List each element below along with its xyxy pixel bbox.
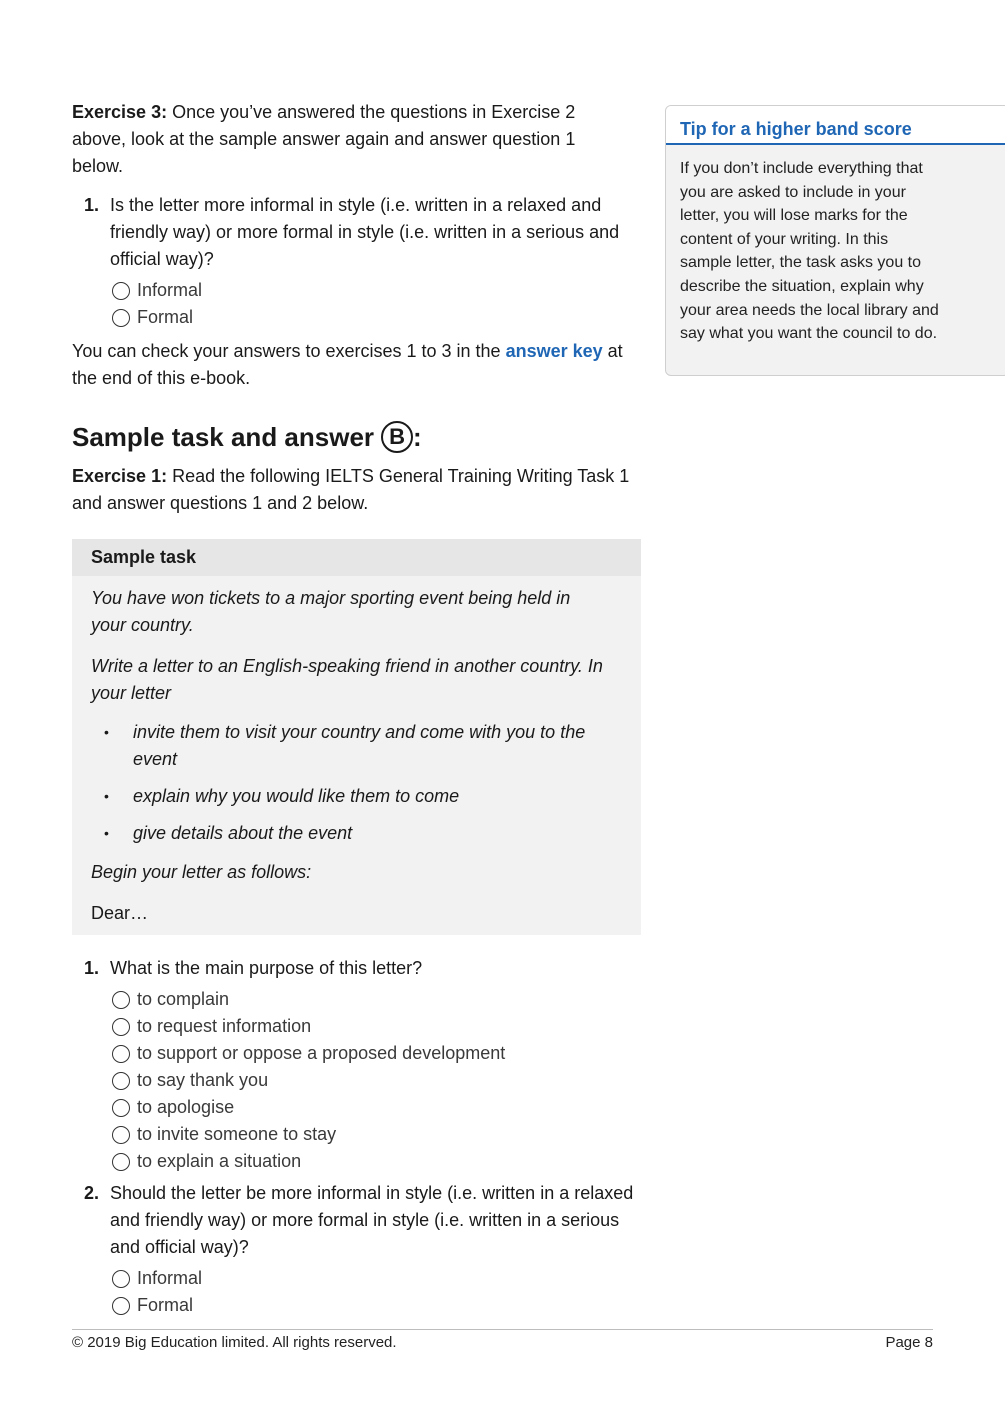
option-complain[interactable] <box>72 986 642 1013</box>
tip-box <box>665 105 1005 376</box>
section-heading-text: Sample task and answer <box>72 422 375 452</box>
radio-icon[interactable] <box>112 282 130 300</box>
radio-icon[interactable] <box>112 1099 130 1117</box>
question-2 <box>72 1180 642 1261</box>
section-b-badge: B <box>381 421 413 453</box>
option-label: to apologise <box>137 1097 235 1117</box>
main-column <box>72 99 642 1319</box>
task-intro: You have won tickets to a major sporting event being held in your country. <box>91 588 571 635</box>
option-label: Informal <box>137 280 203 300</box>
option-support-oppose[interactable] <box>72 1040 642 1067</box>
exercise1-label: Exercise 1: <box>72 466 168 486</box>
task-dear: Dear… <box>91 903 149 923</box>
option-apologise[interactable] <box>72 1094 642 1121</box>
option-label: to invite someone to stay <box>137 1124 337 1144</box>
option-label: to request information <box>137 1016 312 1036</box>
question-number: 1. <box>84 195 100 215</box>
section-heading <box>72 420 642 454</box>
task-instruction: Write a letter to an English-speaking friend in another country. In your letter <box>91 656 603 703</box>
option-informal[interactable] <box>72 1265 642 1292</box>
radio-icon[interactable] <box>112 991 130 1009</box>
answer-key-note <box>72 338 642 392</box>
task-bullet: • invite them to visit your country and come with you to the event <box>91 719 622 773</box>
option-label: Informal <box>137 1268 203 1288</box>
option-explain-situation[interactable] <box>72 1148 642 1175</box>
exercise3-options <box>72 277 642 331</box>
question-1-options <box>72 986 642 1175</box>
exercise3-question-1 <box>72 192 642 273</box>
exercise3-intro <box>72 99 617 180</box>
exercise3-label: Exercise 3: <box>72 102 168 122</box>
option-formal[interactable] <box>72 1292 642 1319</box>
question-number: 1. <box>84 958 100 978</box>
tip-title: Tip for a higher band score <box>666 106 1005 145</box>
radio-icon[interactable] <box>112 1297 130 1315</box>
question-text: What is the main purpose of this letter? <box>110 958 423 978</box>
section-heading-colon: : <box>413 422 422 452</box>
question-text: Should the letter be more informal in style (i.e. written in a relaxed and friendly way) or more formal in style (i.e. written in a serious and official way)? <box>110 1183 634 1257</box>
option-formal[interactable] <box>72 304 642 331</box>
sample-task-body <box>72 576 641 935</box>
radio-icon[interactable] <box>112 1153 130 1171</box>
option-label: to support or oppose a proposed development <box>137 1043 506 1063</box>
sample-task-title: Sample task <box>72 539 641 576</box>
page-number: Page 8 <box>885 1334 933 1351</box>
question-text: Is the letter more informal in style (i.e. written in a relaxed and friendly way) or more formal in style (i.e. written in a serious and official way)? <box>110 195 620 269</box>
question-1 <box>72 955 642 982</box>
option-request-information[interactable] <box>72 1013 642 1040</box>
exercise1-intro <box>72 463 637 517</box>
option-label: Formal <box>137 307 194 327</box>
task-begin: Begin your letter as follows: <box>91 862 312 882</box>
note-text-before: You can check your answers to exercises 1 to 3 in the <box>72 341 506 361</box>
radio-icon[interactable] <box>112 1045 130 1063</box>
option-label: to complain <box>137 989 230 1009</box>
option-label: Formal <box>137 1295 194 1315</box>
radio-icon[interactable] <box>112 1126 130 1144</box>
task-bullets <box>91 719 622 847</box>
question-2-options <box>72 1265 642 1319</box>
exercise1-text: Read the following IELTS General Training Writing Task 1 and answer questions 1 and 2 below. <box>72 466 630 513</box>
exercise3-text: Once you’ve answered the questions in Exercise 2 above, look at the sample answer again and answer question 1 below. <box>72 102 576 176</box>
footer-divider <box>72 1329 933 1330</box>
task-bullet: • explain why you would like them to come <box>91 783 622 810</box>
footer <box>72 1334 933 1351</box>
radio-icon[interactable] <box>112 1270 130 1288</box>
option-invite-to-stay[interactable] <box>72 1121 642 1148</box>
option-label: to explain a situation <box>137 1151 302 1171</box>
radio-icon[interactable] <box>112 1072 130 1090</box>
question-number: 2. <box>84 1183 100 1203</box>
radio-icon[interactable] <box>112 309 130 327</box>
sample-task-box <box>72 539 641 935</box>
option-informal[interactable] <box>72 277 642 304</box>
tip-body: If you don’t include everything that you are asked to include in your letter, you will lose marks for the content of your writing. In this sample letter, the task asks you to describe the situation, explain why your area needs the local library and say what you want the council to do. <box>680 160 939 343</box>
note-text-after: at the end of this e-book. <box>72 341 623 388</box>
radio-icon[interactable] <box>112 1018 130 1036</box>
task-bullet: • give details about the event <box>91 820 622 847</box>
option-say-thank-you[interactable] <box>72 1067 642 1094</box>
copyright-text: © 2019 Big Education limited. All rights reserved. <box>72 1334 397 1351</box>
option-label: to say thank you <box>137 1070 269 1090</box>
answer-key-link[interactable]: answer key <box>505 341 603 361</box>
